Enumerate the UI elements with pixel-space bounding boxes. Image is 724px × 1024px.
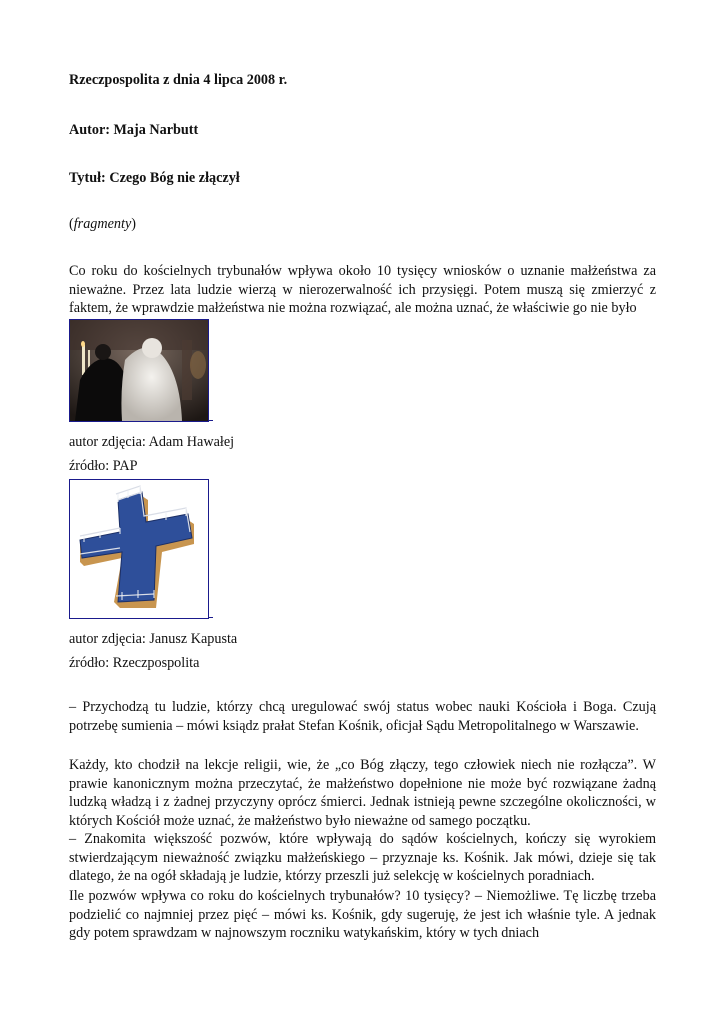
- wedding-photo-link[interactable]: [69, 319, 209, 422]
- cross-illustration-link[interactable]: [69, 479, 209, 619]
- link-underline: [209, 617, 213, 618]
- wedding-photo: [70, 320, 208, 421]
- fragments-word: fragmenty: [73, 216, 132, 232]
- photo2-author: autor zdjęcia: Janusz Kapusta: [69, 631, 238, 647]
- photo1-source: źródło: PAP: [69, 458, 138, 474]
- photo2-source: źródło: Rzeczpospolita: [69, 655, 200, 671]
- body-paragraph-2: Każdy, kto chodził na lekcje religii, wie, że „co Bóg złączy, tego człowiek niech nie rozłącza”. W prawie kanonicznym można przeczytać, że małżeństwo dopełnione nie może być rozwiązane żadną ludzką władzą i z żadnej przyczyny oprócz śmierci. Jednak istnieją pewne szczególne okoliczności, w których Kościół może uznać, że małżeństwo było nieważne od samego początku.: [69, 757, 656, 829]
- fragments-open: (: [69, 216, 74, 232]
- article-title: Tytuł: Czego Bóg nie złączył: [69, 170, 240, 186]
- body-paragraph-4: Ile pozwów wpływa co roku do kościelnych trybunałów? 10 tysięcy? – Niemożliwe. Tę liczbę trzeba podzielić co najmniej przez pięć – mówi ks. Kośnik, gdy sugeruję, że jest ich właśnie tyle. A jednak gdy potem sprawdzam w najnowszym roczniku watykańskim, który w tych dniach: [69, 888, 656, 941]
- fragments-note: [69, 215, 136, 233]
- body-paragraph-3: – Znakomita większość pozwów, które wpływają do sądów kościelnych, kończy się wyrokiem stwierdzającym nieważność związku małżeńskiego – przyznaje ks. Kośnik. Jak mówi, dzieje się tak dlatego, że na ogół składają je ludzie, którzy przeszli już selekcję w kościelnych poradniach.: [69, 831, 656, 884]
- lead-paragraph: Co roku do kościelnych trybunałów wpływa około 10 tysięcy wniosków o uznanie małżeństwa za nieważne. Przez lata ludzie wierzą w nierozerwalność ich przysięgi. Potem muszą się zmierzyć z faktem, że wprawdzie małżeństwa nie można rozwiązać, ale można uznać, że właściwie go nie było: [69, 263, 656, 316]
- photo1-author: autor zdjęcia: Adam Hawałej: [69, 434, 235, 450]
- fragments-close: ): [131, 216, 136, 232]
- link-underline: [209, 420, 213, 421]
- cross-illustration: [70, 480, 208, 618]
- source-line: Rzeczpospolita z dnia 4 lipca 2008 r.: [69, 72, 288, 88]
- body-paragraph-1: – Przychodzą tu ludzie, którzy chcą uregulować swój status wobec nauki Kościoła i Boga. Czują potrzebę sumienia – mówi ksiądz prałat Stefan Kośnik, oficjał Sądu Metropolitalnego w Warszawie.: [69, 699, 656, 734]
- author-line: Autor: Maja Narbutt: [69, 122, 199, 138]
